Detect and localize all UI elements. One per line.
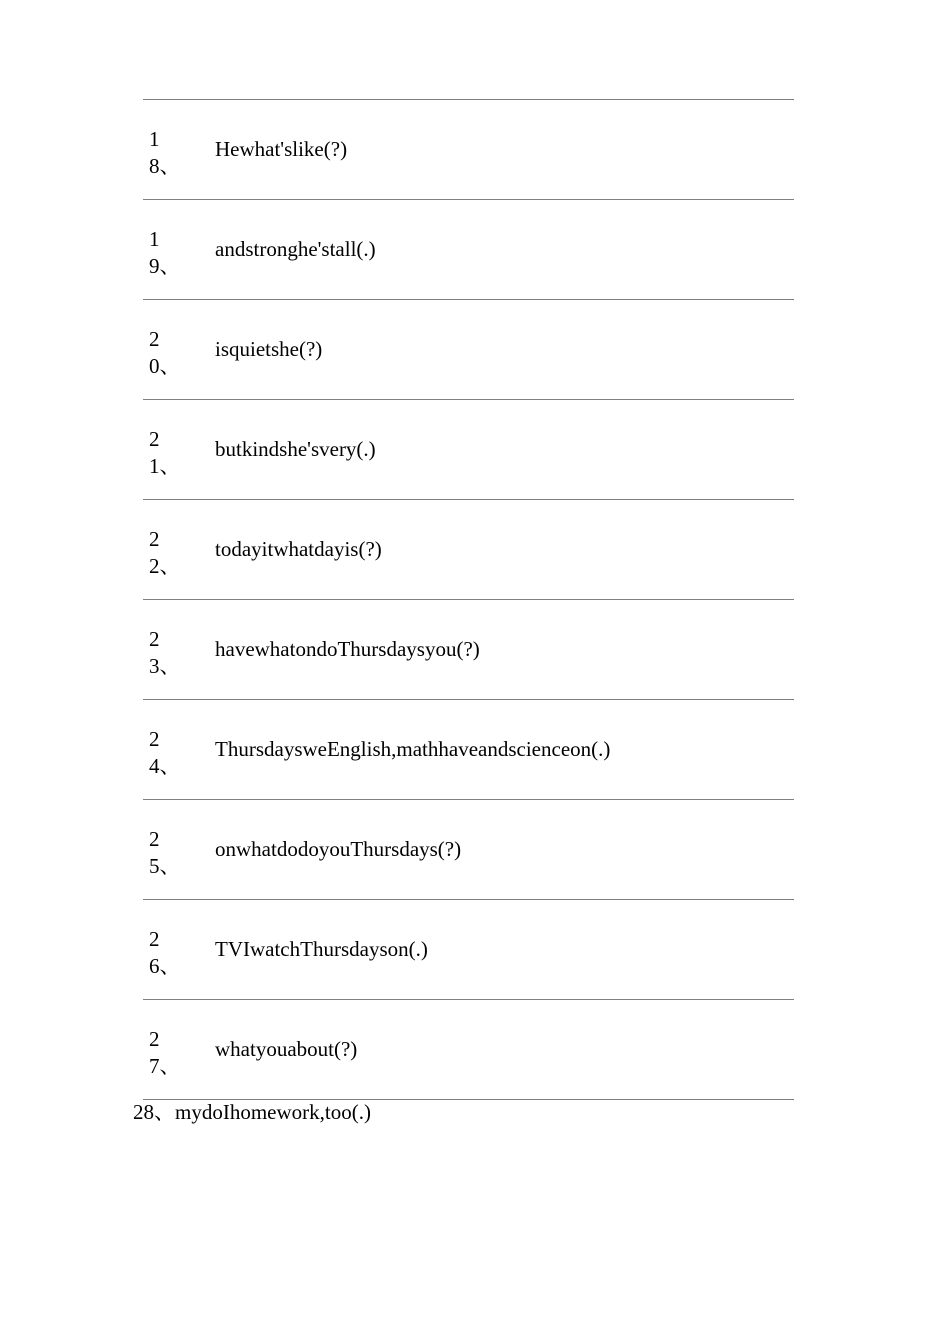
row-number-line2: 0、: [149, 354, 181, 378]
row-number-line2: 8、: [149, 154, 181, 178]
row-number-line2: 3、: [149, 654, 181, 678]
row-number-line1: 2: [149, 527, 160, 551]
row-number-line1: 2: [149, 927, 160, 951]
exercise-row-18: [143, 100, 794, 200]
row-number-line1: 2: [149, 427, 160, 451]
row-sentence: todayitwhatdayis(?): [215, 537, 382, 561]
row-number-line2: 5、: [149, 854, 181, 878]
row-sentence: ThursdaysweEnglish,mathhaveandscienceon(.): [215, 737, 611, 761]
row-number-line2: 2、: [149, 554, 181, 578]
row-number: [149, 126, 189, 180]
row-number: [149, 326, 189, 380]
row-number-line1: 1: [149, 227, 160, 251]
row-sentence: TVIwatchThursdayson(.): [215, 937, 428, 961]
exercise-row-27: [143, 1000, 794, 1100]
exercise-row-20: [143, 300, 794, 400]
row-number: [149, 726, 189, 780]
row-number: [149, 526, 189, 580]
row-sentence: havewhatondoThursdaysyou(?): [215, 637, 480, 661]
row-number-line1: 2: [149, 727, 160, 751]
exercise-row-26: [143, 900, 794, 1000]
exercise-row-21: [143, 400, 794, 500]
exercise-row-24: [143, 700, 794, 800]
row-sentence: isquietshe(?): [215, 337, 323, 361]
exercise-row-19: [143, 200, 794, 300]
row-number: [149, 626, 189, 680]
row-number-line1: 2: [149, 827, 160, 851]
row-number-line1: 1: [149, 127, 160, 151]
row-number-line1: 2: [149, 327, 160, 351]
row-number: [149, 1026, 189, 1080]
exercise-table: [143, 99, 794, 1100]
row-sentence: Hewhat'slike(?): [215, 137, 348, 161]
row-number: [149, 826, 189, 880]
row-number: [149, 426, 189, 480]
row-sentence: whatyouabout(?): [215, 1037, 358, 1061]
row-number: [149, 926, 189, 980]
row-number-line1: 2: [149, 1027, 160, 1051]
row-number: [149, 226, 189, 280]
row-sentence: onwhatdodoyouThursdays(?): [215, 837, 462, 861]
row-number-line2: 1、: [149, 454, 181, 478]
exercise-item-28: 28、mydoIhomework,too(.): [133, 1100, 371, 1124]
row-number-line2: 9、: [149, 254, 181, 278]
row-number-line2: 6、: [149, 954, 181, 978]
row-number-line1: 2: [149, 627, 160, 651]
row-number-line2: 7、: [149, 1054, 181, 1078]
row-sentence: butkindshe'svery(.): [215, 437, 376, 461]
exercise-row-22: [143, 500, 794, 600]
exercise-row-25: [143, 800, 794, 900]
row-number-line2: 4、: [149, 754, 181, 778]
exercise-row-23: [143, 600, 794, 700]
row-sentence: andstronghe'stall(.): [215, 237, 376, 261]
